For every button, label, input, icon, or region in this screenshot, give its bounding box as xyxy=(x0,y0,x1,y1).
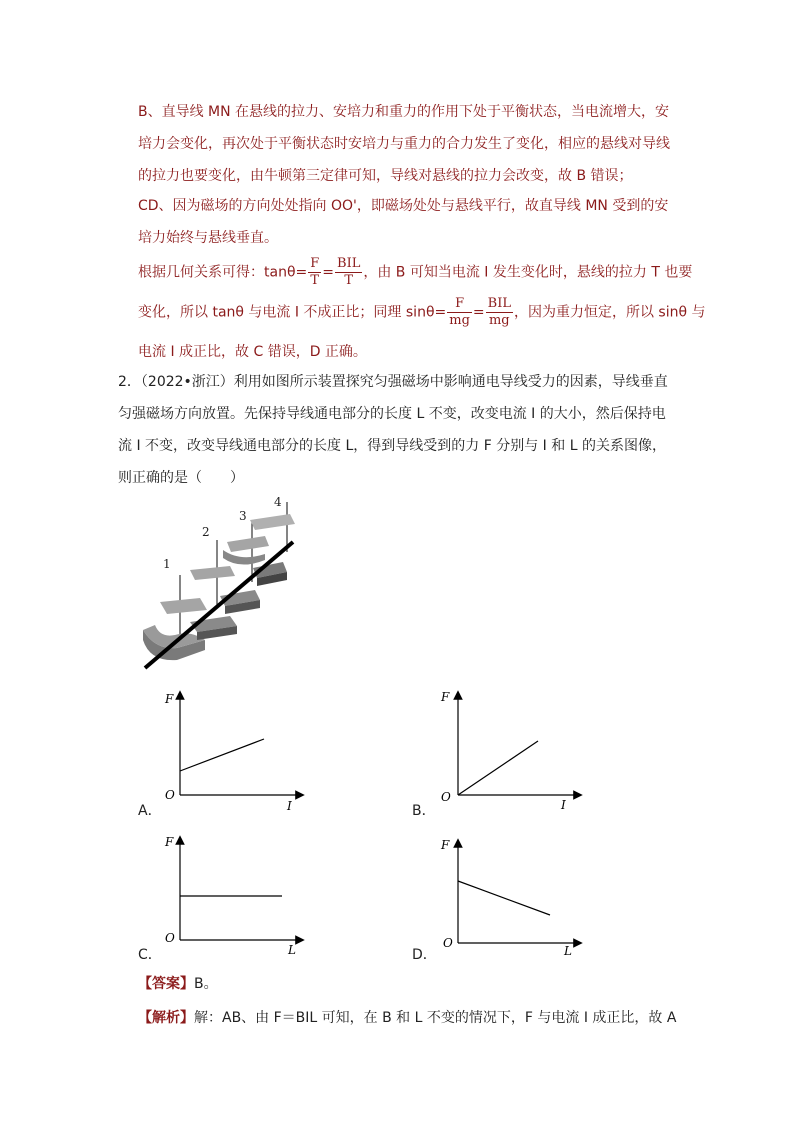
graph-d-x-label: L xyxy=(564,944,572,958)
graph-c-x-label: L xyxy=(288,943,296,957)
graph-option-c[interactable] xyxy=(160,830,310,960)
graph-option-d[interactable] xyxy=(438,833,588,963)
question-number: 2． xyxy=(118,374,141,390)
label-1: 1 xyxy=(163,557,171,571)
analysis-tag: 【解析】 xyxy=(138,1010,194,1026)
apparatus-figure xyxy=(135,490,305,675)
explanation-cd: CD、因为磁场的方向处处指向 OO'，即磁场处处与悬线平行，故直导线 MN 受到的安培力始终与悬线垂直。 xyxy=(138,198,669,246)
explanation-geo-line1: 根据几何关系可得：tanθ= $\frac{F}{T}$ = $\frac{\text{BIL}}{T}$ ，由 B 可知当电流 I 发生变化时，悬线的拉力 T 也要 xyxy=(138,256,693,288)
graph-a-y-label: F xyxy=(165,692,174,706)
fraction-f-over-mg: $\frac{F}{mg}$ xyxy=(449,296,470,328)
graph-a-origin: O xyxy=(165,788,175,802)
explanation-b: B、直导线 MN 在悬线的拉力、安培力和重力的作用下处于平衡状态，当电流增大，安培力会变化，再次处于平衡状态时安培力与重力的合力发生了变化，相应的悬线对导线的拉力也要变化，由牛顿第三定律可知，导线对悬线的拉力会改变，故 B 错误； xyxy=(138,104,670,184)
option-b-label[interactable]: B． xyxy=(412,803,436,819)
fraction-bil-over-mg: $\frac{\text{BIL}}{mg}$ xyxy=(487,296,511,328)
explanation-geo-line2: 变化，所以 tanθ 与电流 I 不成正比；同理 sinθ= $\frac{F}{mg}$ = $\frac{\text{BIL}}{mg}$ ，因为重力恒定，所以 sinθ 与 xyxy=(138,296,706,328)
label-2: 2 xyxy=(202,525,210,539)
graph-a-line xyxy=(180,739,264,771)
analysis-text: 解：AB、由 F＝BIL 可知，在 B 和 L 不变的情况下，F 与电流 I 成正比，故 A xyxy=(194,1010,677,1026)
question-2 xyxy=(118,366,678,494)
label-3: 3 xyxy=(239,509,247,523)
graph-a-x-label: I xyxy=(287,799,292,813)
graph-d-y-label: F xyxy=(441,838,450,852)
geo-suffix: ，由 B 可知当电流 I 发生变化时，悬线的拉力 T 也要 xyxy=(363,264,693,281)
graph-d-origin: O xyxy=(443,936,453,950)
option-a-label[interactable]: A． xyxy=(138,803,162,819)
answer-tag: 【答案】 xyxy=(138,976,194,992)
explanation-geo-line3: 电流 I 成正比，故 C 错误，D 正确。 xyxy=(138,344,367,360)
label-4: 4 xyxy=(274,495,282,509)
graph-option-a[interactable] xyxy=(160,685,310,815)
option-d-label[interactable]: D． xyxy=(412,947,437,963)
option-c-label[interactable]: C． xyxy=(138,947,162,963)
graph-b-x-label: I xyxy=(561,798,566,812)
graph-b-origin: O xyxy=(441,790,451,804)
fraction-bil-over-t: $\frac{\text{BIL}}{T}$ xyxy=(337,256,361,288)
graph-option-b[interactable] xyxy=(438,685,588,815)
geo-prefix: 根据几何关系可得：tanθ= xyxy=(138,264,308,281)
graph-b-line xyxy=(458,741,538,795)
graph-c-origin: O xyxy=(165,931,175,945)
graph-d-line xyxy=(458,881,550,915)
analysis-line xyxy=(138,1002,676,1034)
answer-value: B。 xyxy=(194,976,218,992)
fraction-f-over-t: $\frac{F}{T}$ xyxy=(310,256,320,288)
answer-line xyxy=(138,968,218,1000)
graph-c-y-label: F xyxy=(165,835,174,849)
graph-b-y-label: F xyxy=(441,690,450,704)
question-text: （2022•浙江）利用如图所示装置探究匀强磁场中影响通电导线受力的因素，导线垂直匀强磁场方向放置。先保持导线通电部分的长度 L 不变，改变电流 I 的大小，然后保持电流 I 不变，改变导线通电部分的长度 L，得到导线受到的力 F 分别与 I 和 L 的关系图像，则正确的是（ ） xyxy=(118,374,668,486)
